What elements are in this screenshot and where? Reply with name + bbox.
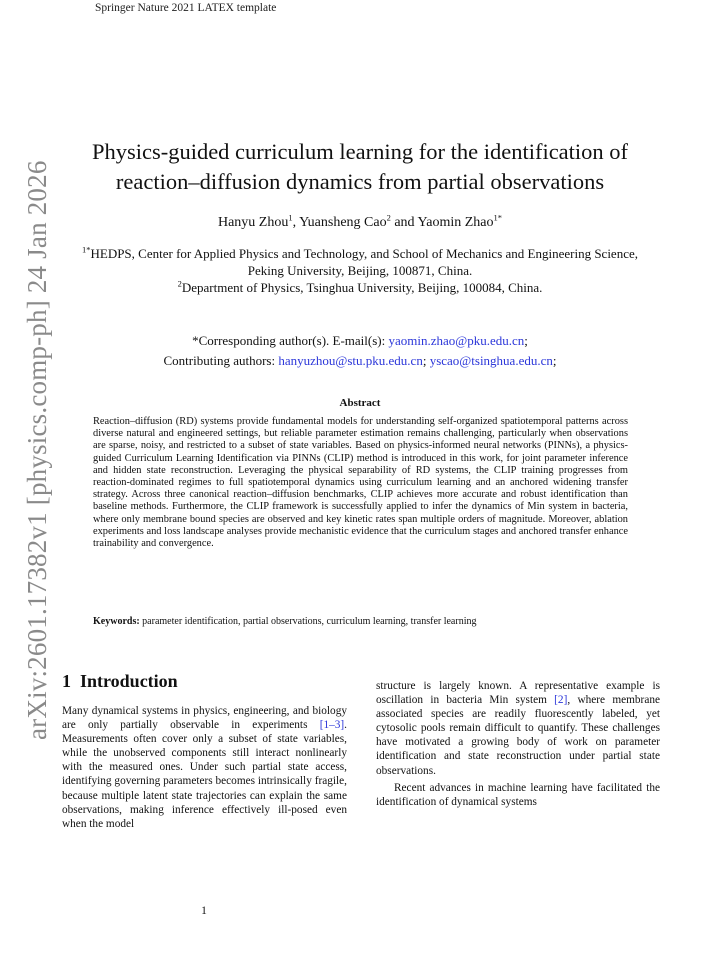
paragraph-text: , where membrane associated species are readily fluorescently labeled, yet cytosolic pools remain difficult to quantify. These challenges have motivated a growing body of work on parameter identification and state reconstruction under partial state observations. (376, 694, 660, 777)
abstract-heading: Abstract (339, 397, 381, 409)
contributing-label: Contributing authors: (163, 353, 279, 368)
affil-mark: 2 (177, 278, 182, 289)
affil-mark: 1* (81, 244, 91, 255)
paragraph-text: . Measurements often cover only a subset of state variables, while the unobserved components still interact nonlinearly with the measured ones. Under such partial state access, identifying governing parameters becomes intrinsically fragile, because multiple latent state trajectories can explain the same observations, making inference effectively ill-posed even when the model (62, 719, 347, 830)
affiliation-2 (70, 279, 650, 296)
author-separator: and (390, 215, 418, 230)
intro-paragraph (376, 679, 660, 778)
contributing-email-link[interactable]: hanyuzhou@stu.pku.edu.cn (278, 353, 423, 368)
citation-link[interactable]: [1–3] (319, 719, 345, 732)
author-name: Yaomin Zhao (417, 215, 494, 230)
contact-info (70, 331, 650, 371)
running-head: Springer Nature 2021 LATEX template (95, 2, 277, 14)
left-column (62, 704, 347, 831)
keywords (93, 616, 628, 627)
intro-paragraph: Recent advances in machine learning have facilitated the identification of dynamical systems (376, 781, 660, 808)
right-column (376, 679, 660, 809)
arxiv-identifier: arXiv:2601.17382v1 [physics.comp-ph] 24 Jan 2026 (22, 160, 52, 740)
intro-paragraph (62, 704, 347, 831)
contributing-authors-line (70, 351, 650, 371)
abstract-text: Reaction–diffusion (RD) systems provide fundamental models for understanding self-organized spatiotemporal patterns across diverse natural and engineered settings, but reliable parameter estimation remains challenging, particularly when observations are sparse, noisy, and restricted to a subset of state variables. Based on physics-informed neural networks (PINNs), a physics-guided Curriculum Learning Identification via PINNs (CLIP) method is introduced in this work, for joint parameter inference and hidden state reconstruction. Leveraging the physical separability of RD systems, the CLIP training progresses from reaction-dominated regimes to full spatiotemporal dynamics using curriculum learning and an anchored widening transfer strategy. Across three canonical reaction–diffusion benchmarks, CLIP achieves more accurate and robust identification than baseline methods. Furthermore, the CLIP framework is successfully applied to infer the dynamics of Min system in bacteria, where only membrane bound species are observed and key kinetic rates span multiple orders of magnitude. Moreover, ablation experiments and loss landscape analyses provide mechanistic evidence that the curriculum stages and anchored transfer enhance trainability and convergence. (93, 416, 628, 550)
punctuation: ; (422, 353, 427, 368)
punctuation: ; (524, 333, 528, 348)
contributing-email-link[interactable]: yscao@tsinghua.edu.cn (429, 353, 553, 368)
paper-title: Physics-guided curriculum learning for the identification of reaction–diffusion dynamics from partial observations (91, 139, 629, 194)
paragraph-text: structure is largely known. A representative example is oscillation in bacteria Min system (376, 680, 660, 707)
author-name: Yuansheng Cao (299, 215, 387, 230)
corresponding-email-link[interactable]: yaomin.zhao@pku.edu.cn (388, 333, 525, 348)
keywords-text: parameter identification, partial observations, curriculum learning, transfer learning (139, 616, 477, 627)
punctuation: ; (552, 353, 557, 368)
corresponding-author-line (70, 331, 650, 351)
author-list (80, 212, 640, 231)
page-number: 1 (201, 905, 207, 917)
section-title: Introduction (80, 671, 178, 691)
affiliations (70, 245, 650, 296)
citation-link[interactable]: [2] (554, 694, 568, 707)
paragraph-text: Many dynamical systems in physics, engineering, and biology are only partially observable in experiments (62, 705, 347, 732)
section-heading (62, 671, 178, 692)
affil-text: HEDPS, Center for Applied Physics and Technology, and School of Mechanics and Engineering Science, Peking University, Beijing, 100871, China. (90, 246, 638, 278)
keywords-label: Keywords: (93, 616, 140, 627)
author-affil-mark: 1 (288, 212, 293, 223)
section-number: 1 (62, 671, 71, 691)
affil-text: Department of Physics, Tsinghua University, Beijing, 100084, China. (181, 280, 543, 295)
author-affil-mark: 1* (493, 212, 503, 223)
author-affil-mark: 2 (386, 212, 391, 223)
corresponding-label: *Corresponding author(s). E-mail(s): (192, 333, 389, 348)
author-name: Hanyu Zhou (217, 215, 289, 230)
author-separator: , (292, 215, 300, 230)
affiliation-1 (70, 245, 650, 279)
